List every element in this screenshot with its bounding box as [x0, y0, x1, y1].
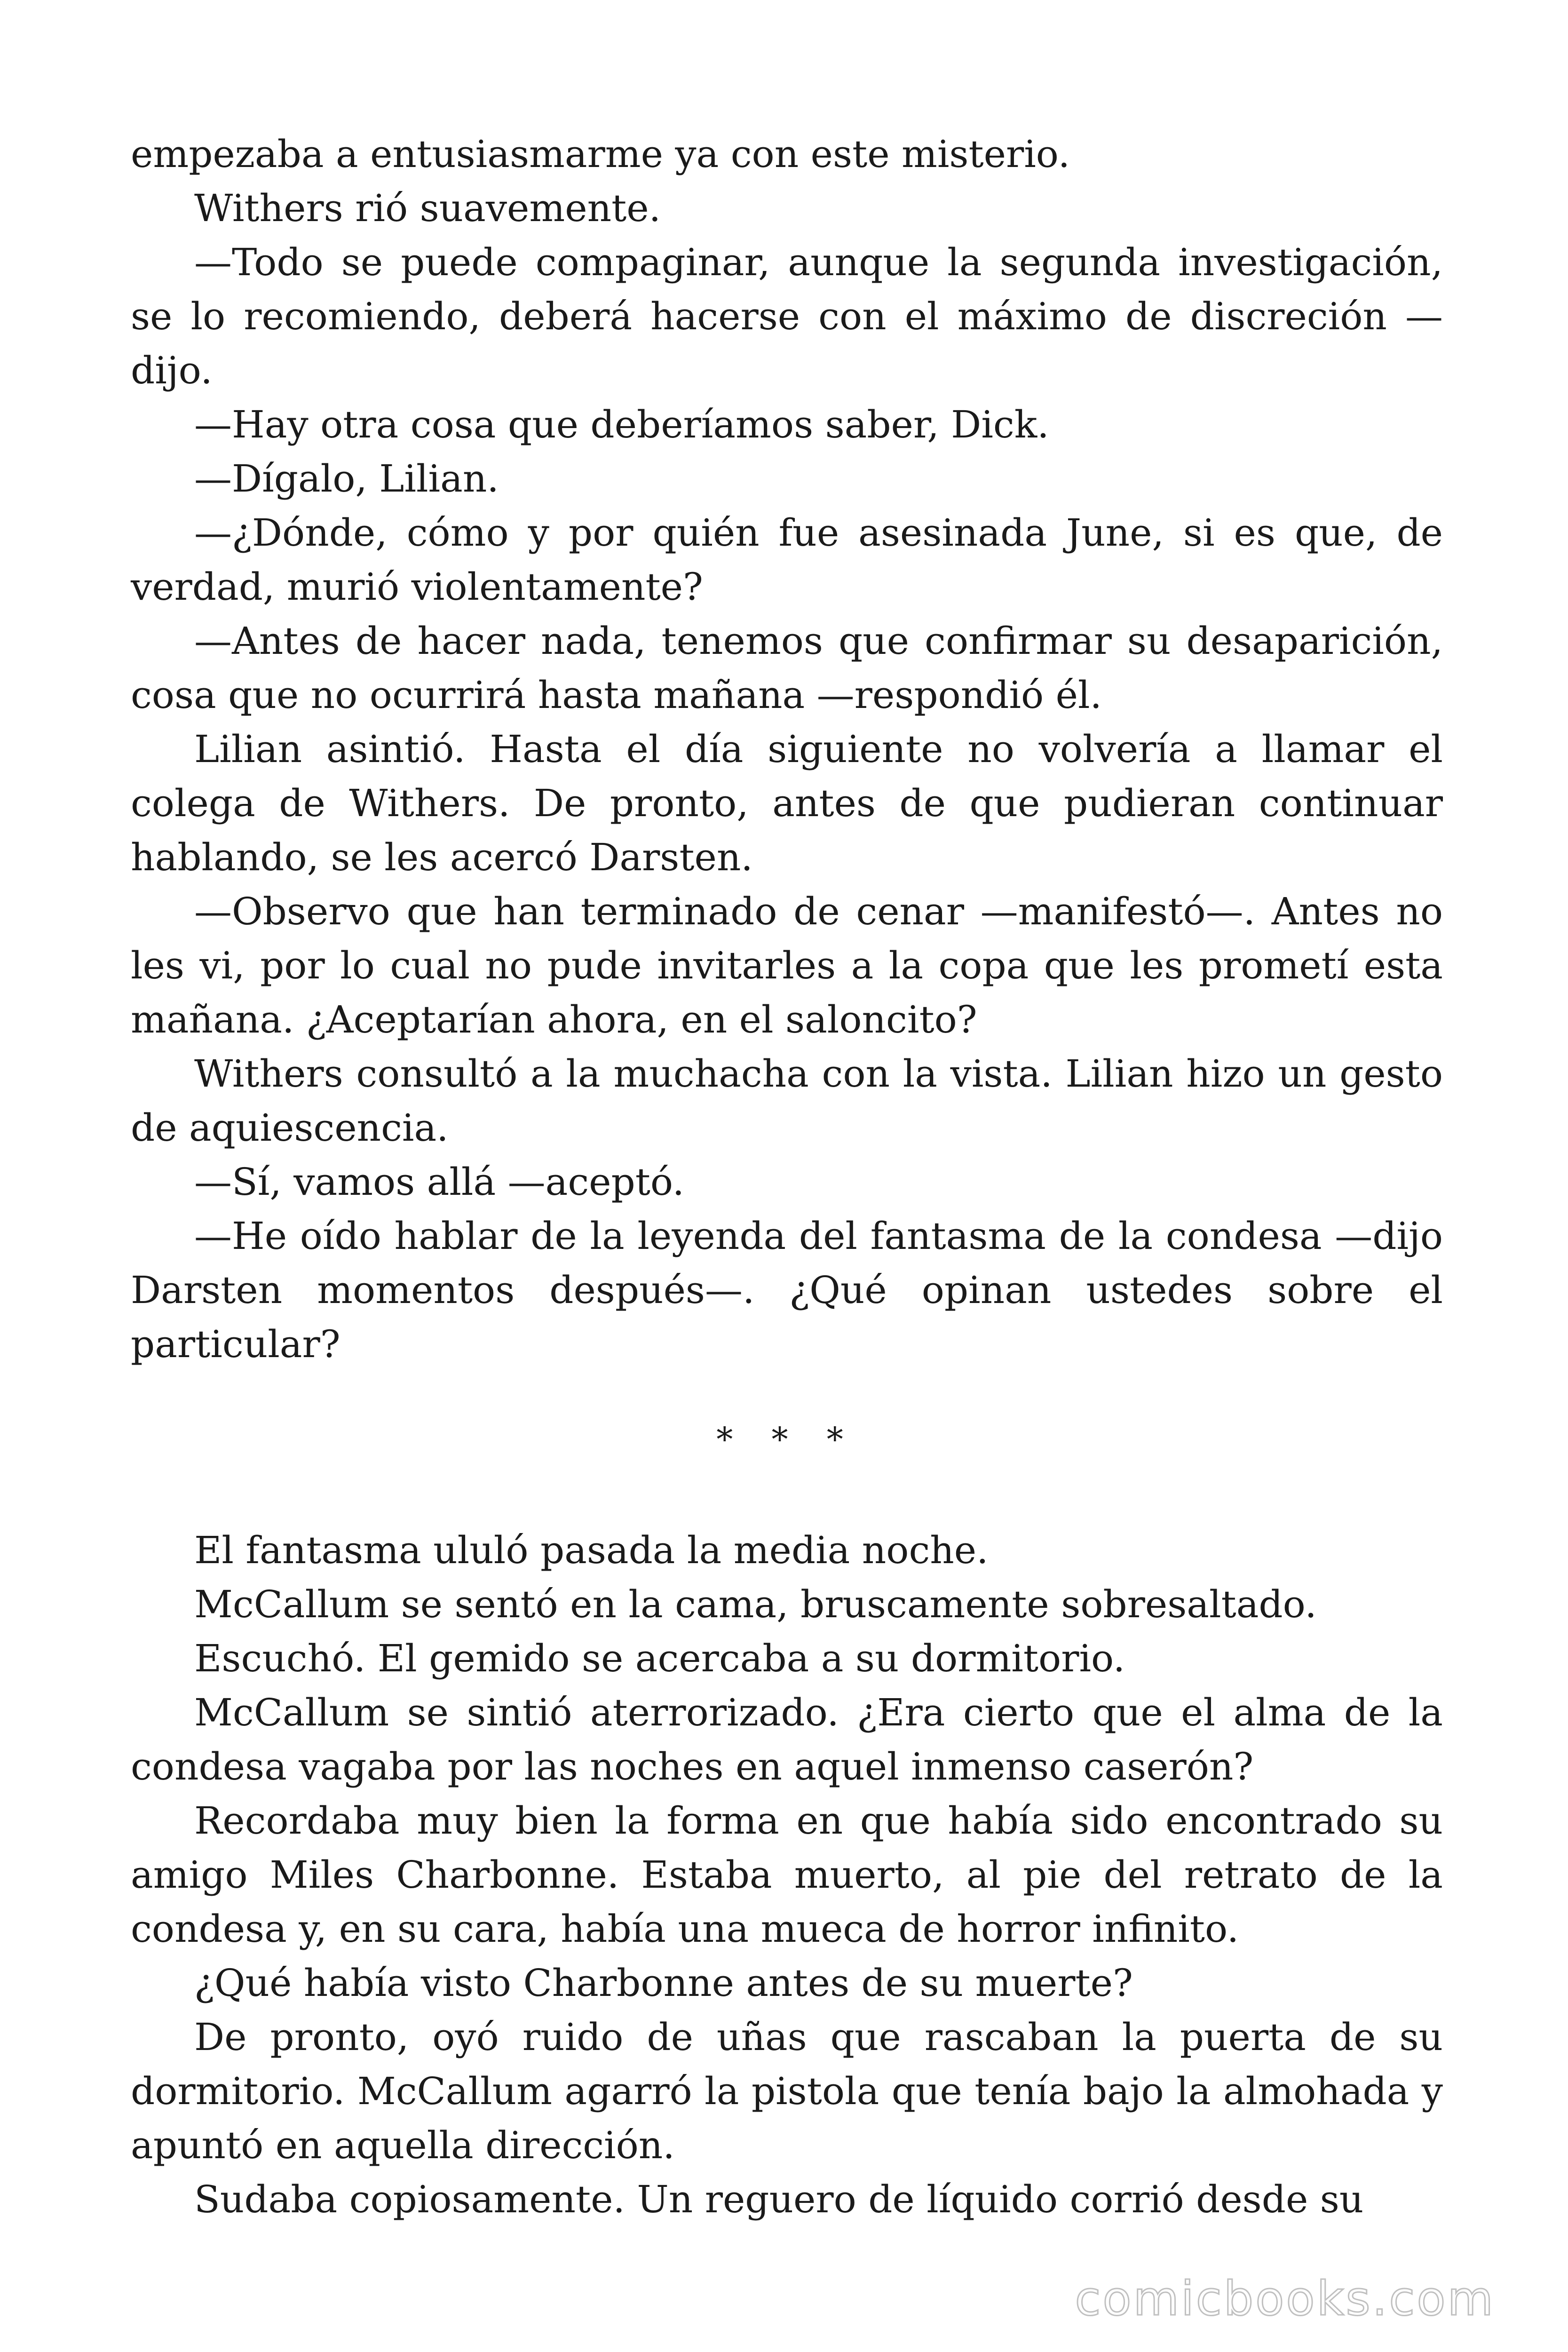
paragraph: Withers rió suavemente.: [194, 186, 661, 230]
paragraph: ¿Qué había visto Charbonne antes de su muerte?: [194, 1961, 1133, 2005]
paragraph: —He oído hablar de la leyenda del fantasma de la condesa —dijo Darsten momentos después—. ¿Qué opinan ustedes sobre el particular?: [131, 1214, 1443, 1366]
page-body: [131, 127, 1443, 2226]
paragraph: —¿Dónde, cómo y por quién fue asesinada June, si es que, de verdad, murió violentamente?: [131, 511, 1443, 609]
paragraph: Recordaba muy bien la forma en que había sido encontrado su amigo Miles Charbonne. Estaba muerto, al pie del retrato de la condesa y, en su cara, había una mueca de horror infinito.: [131, 1799, 1443, 1951]
paragraph: El fantasma ululó pasada la media noche.: [194, 1528, 989, 1572]
watermark: comicbooks.com: [1075, 2271, 1495, 2326]
paragraph: —Sí, vamos allá —aceptó.: [194, 1160, 685, 1204]
paragraph: Sudaba copiosamente. Un reguero de líquido corrió desde su: [194, 2177, 1364, 2221]
paragraph: —Todo se puede compaginar, aunque la segunda investigación, se lo recomiendo, deberá hacerse con el máximo de discreción —dijo.: [131, 240, 1443, 392]
paragraph: —Antes de hacer nada, tenemos que confirmar su desaparición, cosa que no ocurrirá hasta mañana —respondió él.: [131, 619, 1443, 717]
paragraph: De pronto, oyó ruido de uñas que rascaban la puerta de su dormitorio. McCallum agarró la pistola que tenía bajo la almohada y apuntó en aquella dirección.: [131, 2015, 1443, 2167]
paragraph: empezaba a entusiasmarme ya con este misterio.: [131, 132, 1070, 176]
paragraph: Withers consultó a la muchacha con la vista. Lilian hizo un gesto de aquiescencia.: [131, 1052, 1443, 1150]
paragraph: —Hay otra cosa que deberíamos saber, Dick.: [194, 403, 1049, 446]
paragraph: Escuchó. El gemido se acercaba a su dormitorio.: [194, 1637, 1125, 1680]
scene-separator: * * *: [716, 1420, 857, 1459]
paragraph: Lilian asintió. Hasta el día siguiente no volvería a llamar el colega de Withers. De pronto, antes de que pudieran continuar hablando, se les acercó Darsten.: [131, 727, 1443, 879]
paragraph: McCallum se sentó en la cama, bruscamente sobresaltado.: [194, 1582, 1317, 1626]
paragraph: —Observo que han terminado de cenar —manifestó—. Antes no les vi, por lo cual no pude invitarles a la copa que les prometí esta mañana. ¿Aceptarían ahora, en el saloncito?: [131, 890, 1443, 1041]
paragraph: McCallum se sintió aterrorizado. ¿Era cierto que el alma de la condesa vagaba por las noches en aquel inmenso caserón?: [131, 1691, 1443, 1788]
paragraph: —Dígalo, Lilian.: [194, 457, 499, 501]
